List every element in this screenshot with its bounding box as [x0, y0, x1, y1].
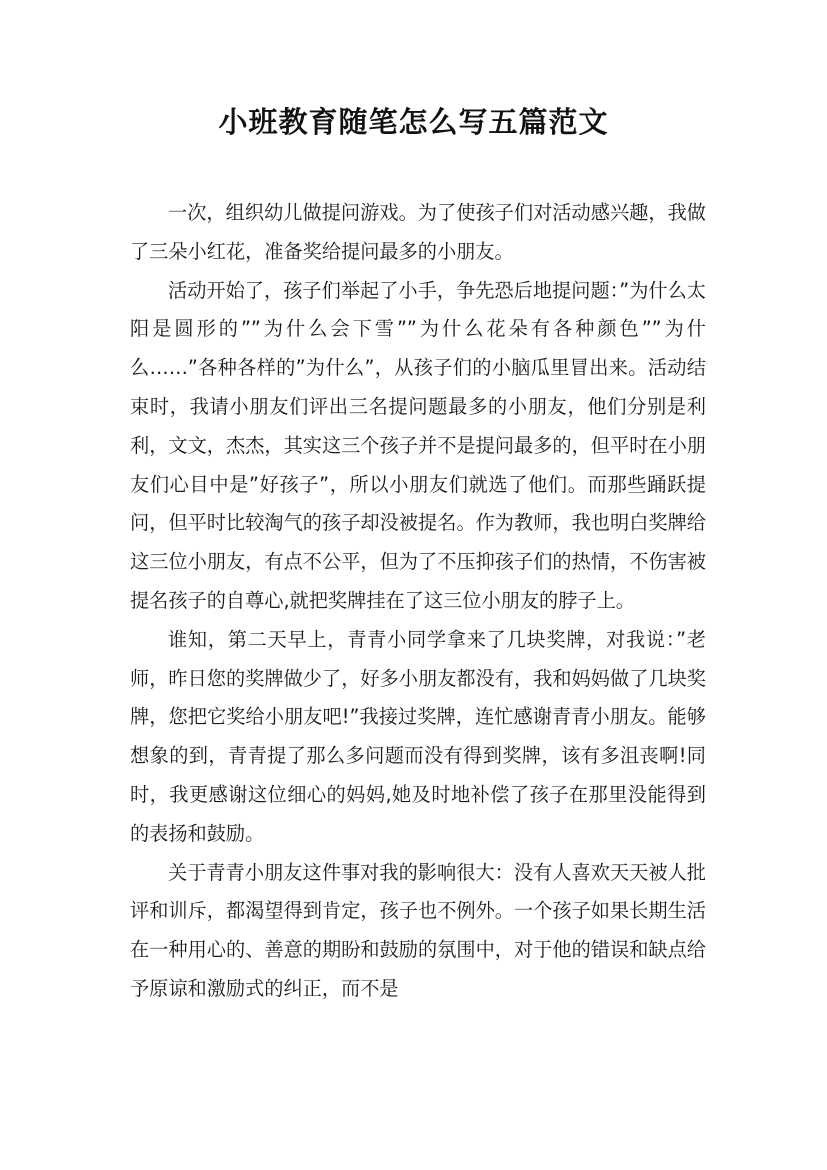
paragraph-4: 关于青青小朋友这件事对我的影响很大：没有人喜欢天天被人批评和训斥，都渴望得到肯定，孩子也不例外。一个孩子如果长期生活在一种用心的、善意的期盼和鼓励的氛围中，对于他的错误和缺点给予原谅和激励式的纠正，而不是	[130, 860, 706, 1000]
paragraph-3: 谁知，第二天早上，青青小同学拿来了几块奖牌，对我说：”老师，昨日您的奖牌做少了，好多小朋友都没有，我和妈妈做了几块奖牌，您把它奖给小朋友吧!”我接过奖牌，连忙感谢青青小朋友。能够想象的到，青青提了那么多问题而没有得到奖牌，该有多沮丧啊!同时，我更感谢这位细心的妈妈,她及时地补偿了孩子在那里没能得到的表扬和鼓励。	[130, 627, 706, 845]
document-body	[130, 194, 706, 1009]
paragraph-2: 活动开始了，孩子们举起了小手，争先恐后地提问题：”为什么太阳是圆形的””为什么会下雪””为什么花朵有各种颜色””为什么……”各种各样的”为什么”，从孩子们的小脑瓜里冒出来。活动结束时，我请小朋友们评出三名提问题最多的小朋友，他们分别是利利，文文，杰杰，其实这三个孩子并不是提问最多的，但平时在小朋友们心目中是”好孩子”，所以小朋友们就选了他们。而那些踊跃提问，但平时比较淘气的孩子却没被提名。作为教师，我也明白奖牌给这三位小朋友，有点不公平，但为了不压抑孩子们的热情，不伤害被提名孩子的自尊心,就把奖牌挂在了这三位小朋友的脖子上。	[130, 278, 706, 612]
paragraph-1: 一次，组织幼儿做提问游戏。为了使孩子们对活动感兴趣，我做了三朵小红花，准备奖给提问最多的小朋友。	[130, 201, 706, 263]
document-title: 小班教育随笔怎么写五篇范文	[218, 105, 609, 139]
